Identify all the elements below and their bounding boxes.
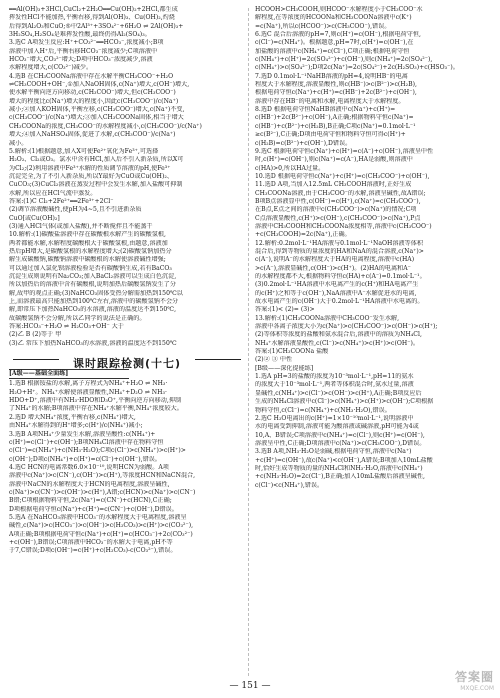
text-line: 10.选D 根据电荷守恒c(Na⁺)+c(H⁺)=c(CH₃COO⁻)+c(OH⁻), [255, 172, 430, 180]
text-line: c(Na⁺)>c(CN⁻)>c(OH⁻)>c(H⁺),A错;c(HCN)>c(Na⁺)>c(CN⁻) [9, 488, 196, 496]
text-line: 挥发性HCl不能加热,平衡右移,得到Al(OH)₃、Cu(OH)₂,灼烧 [9, 14, 175, 22]
watermark-url: MXQE.COM [460, 685, 494, 692]
text-line: 在B点,E点之间的溶液中c(CH₃COO⁻)>c(Na⁺)的情况;C项 [255, 206, 417, 214]
text-line: 溶液中NaCN的水解程度大于HCN的电离程度,溶液呈碱性, [9, 480, 170, 488]
column-divider [248, 8, 249, 676]
text-line: (2)乙 B (2)等于 甲 [9, 331, 62, 339]
text-line: 物料守恒,c(Cl⁻)=c(NH₄⁺)+c(NH₃·H₂O),错误。 [255, 406, 391, 414]
text-line: 减小;②加入KOH固体,平衡左移,c(CH₃COO⁻)增大,c(Na⁺)不变, [9, 106, 185, 114]
text-line: c(Cl⁻)=c(NH₄⁺)+c(NH₃·H₂O);C项c(Cl⁻)>c(NH₄⁺)>c(H⁺)> [9, 447, 186, 455]
text-line: CuO[或Cu(OH)₂] [9, 214, 60, 222]
left-column [9, 6, 245, 556]
text-line: 于7,C错误;D项c(OH⁻)=c(H⁺)+c(H₂CO₃)-c(CO₃²⁻),错误。 [9, 547, 177, 555]
text-line: 生成的NH₄Cl溶液中c(Cl⁻)>c(NH₄⁺)>c(H⁺)>c(OH⁻);C项根据 [255, 398, 434, 406]
text-line: +c(CH₃COOH)=2c(Na⁺),正确。 [255, 231, 351, 239]
text-line: 1.选B 根据铵盐的水解,离子方程式为NH₄⁺+H₂O ⇌ NH₃· [9, 380, 168, 388]
text-line: c(NH₄⁺)+c(H⁺)=2c(SO₄²⁻)+c(OH⁻),则c(NH₄⁺)=2c(SO₄²⁻), [255, 56, 433, 64]
text-line: H₂O+H⁺。NH₄⁺水解使溶液显酸性,NH₄⁺+D₂O ⇌ NH₃· [9, 388, 167, 396]
text-line: 解,故甲的观点正确;(3)NaHCO₃固体受热分解需加热到150℃以 [9, 289, 183, 297]
text-line: 后得到Al₂O₃和CuO;⑤中2Al³⁺+3SO₄²⁻+6H₂O ⇌ 2Al(OH)₃+ [9, 22, 184, 30]
text-line: >c(A⁻),溶液显碱性,c(OH⁻)>c(H⁺)。(2)HA的电离和A⁻ [255, 264, 411, 272]
text-line: 水解程度增大,c(CO₃²⁻)减少。 [9, 64, 93, 72]
text-line: H₂O₂、Cl₂或O₃。氯水中含有HCl,加入后不引入新杂质,所以X可 [9, 156, 184, 164]
text-line: 溶液中各离子浓度大小为c(Na⁺)>c(CH₃COO⁻)>c(OH⁻)>c(H⁺); [255, 323, 438, 331]
text-line: 7.选D 0.1mol·L⁻¹NaHB溶液的pH=4,说明HB⁻的电离 [255, 72, 408, 80]
text-line: 解程度,在等浓度的HCOONa和CH₃COONa溶液中c(K⁺) [255, 14, 412, 22]
section-heading [9, 352, 245, 371]
text-line: c(HA)>0,所以HA过量。 [255, 164, 325, 172]
text-line: c(HB⁻)+c(B²⁻)+c(H₂B),B正确;C项c(Na⁺)=0.1mol·L⁻¹ [255, 122, 416, 130]
text-line: 可以通过加入氯化钡溶液检验是否有碳酸钠生成,若有BaCO₃ [9, 264, 172, 272]
text-line: 3.选C A项发生反应:H⁺+CO₃²⁻══HCO₃⁻,浓度减小;B项 [9, 39, 164, 47]
text-line: c(H⁺)=c(Cl⁻)+c(OH⁻);B项NH₄Cl溶液中存在物料守恒 [9, 438, 164, 446]
text-line: 1.选A pH=3的盐酸的浓度为10⁻³mol·L⁻¹,pH=11的氨水 [255, 373, 414, 381]
text-line: 的c(H⁺)之和等于c(OH⁻),NaA溶液中A⁻水解促进水的电离, [255, 289, 417, 297]
text-line: 解,即常压下加热NaHCO₃的水溶液,溶液的温度达不到150℃, [9, 306, 177, 314]
text-line: 4.选B 在CH₃COONa溶液中存在水解平衡CH₃COO⁻+H₂O [9, 72, 174, 80]
text-line: 故碳酸氢钠不会分解,所以乙同学的说法是正确的。 [9, 314, 146, 322]
text-line: 热后pH增大,是碳酸氢根的水解程度增大;(2)碳酸氢钠加热分 [9, 247, 172, 255]
text-line: 3.选B A项,NH₃·H₂O是弱碱,根据电荷守恒,溶液中c(Na⁺) [255, 448, 412, 456]
text-line: 答案:(1)CH₃COONa 盐酸 [255, 348, 329, 356]
text-line: HCOOH>CH₃COOH,则HCOO⁻水解程度小于CH₃COO⁻水 [255, 6, 423, 13]
text-line: CH₃COONa的浓度,CH₃COO⁻的水解程度减小,c(CH₃COO⁻)/c(Na⁺) [9, 122, 202, 130]
text-line: +c(NH₃·H₂O)=2c(Cl⁻),B正确;加入10mL盐酸后溶液呈碱性, [255, 473, 425, 481]
heading-rule-right [195, 359, 241, 360]
watermark-logo-text: 答案圈 [454, 670, 494, 684]
text-line: 3.选B A项NH₄⁺少量发生水解,溶液呈酸性:c(NH₄⁺)+ [9, 430, 156, 438]
text-line: ══Al(OH)₃+3HCl,CuCl₂+2H₂O══Cu(OH)₂+2HCl,都生成 [9, 6, 178, 13]
text-line: =c(Na⁺),所以c(HCOO⁻)>c(CH₃COO⁻),错误。 [255, 22, 391, 30]
text-line: 溶液呈中性,C正确;D项溶液中c(Na⁺)>c(CH₃COO⁻),D错误。 [255, 439, 426, 447]
text-line: +c(OH⁻),B错误;C项溶液中HCO₃⁻的水解大于电离,pH不等 [9, 538, 173, 546]
text-line: 由NH₄⁺水解得到的H⁺增多;c(H⁺)/c(NH₄⁺)减小; [9, 422, 143, 430]
text-line: 显碱性,c(NH₄⁺)>c(Cl⁻)>c(OH⁻)>c(H⁺),A正确;B项反应后 [255, 389, 422, 397]
text-line: 的水解程度都不大,根据物料守恒c(HA)+c(A⁻)=0.1mol·L⁻¹。 [255, 273, 426, 280]
text-line: CuCO₃;(3)CuCl₂溶液在蒸发过程中会发生水解,加入盐酸可抑制 [9, 181, 183, 189]
text-line: 沉淀生成则说明有Na₂CO₃;加入BaCl₂溶液可以生成白色沉淀, [9, 273, 177, 280]
text-line: 使水解平衡向逆方向移动,c(CH₃COO⁻)增大,但c(CH₃COO⁻) [9, 89, 176, 97]
text-line: 混合后,得到等物质的量浓度的HA和NaA的混合溶液,c(Na⁺)> [255, 247, 424, 255]
text-line: 水解,所以应在HCl气流中蒸发。 [9, 189, 97, 197]
text-line: 溶液中CH₃COOH和CH₃COONa浓度相等,溶液中c(CH₃COO⁻) [255, 222, 432, 230]
text-line: 故水电离产生的c(OH⁻)大于0.2mol·L⁻¹HA溶液中水电离的。 [255, 298, 424, 306]
left-column-top-text [9, 6, 245, 348]
text-line: (3)通入HCl气体(或加入盐酸),并不断搅拌且不能蒸干 [9, 222, 153, 230]
text-line: 溶液中c(Na⁺)>c(CN⁻),c(OH⁻)>c(H⁺),等浓度HCN和NaCN混合, [9, 472, 196, 480]
text-line: 12.解析:0.2mol·L⁻¹HA溶液与0.1mol·L⁻¹NaOH溶液等体积 [255, 239, 423, 247]
text-line: 11.选D A项,当加入12.5mL CH₃COOH溶液时,正好生成 [255, 181, 412, 189]
text-line: (2)② ③ 中性 [255, 356, 293, 364]
text-line: 根据电荷守恒c(Na⁺)+c(H⁺)=c(HB⁻)+2c(B²⁻)+c(OH⁻), [255, 89, 417, 97]
text-line: (3)0.2mol·L⁻¹HA溶液中水电离产生的c(H⁺)和HA电离产生 [255, 281, 419, 289]
text-line: ≥c(B²⁻),C正确;D项由电荷守恒和物料守恒可得c(H⁺)+ [255, 131, 406, 139]
text-line: 10.解析:(1)碳酸盐溶液中存在碳酸根水解产生的碳酸氢根, [9, 231, 166, 239]
text-line: 解生成碳酸钠,碳酸钠溶液中碳酸根的水解使溶液碱性增强; [9, 256, 166, 264]
text-line: CH₃COONa溶液,由于CH₃COO⁻的水解,溶液呈碱性,故A错误; [255, 189, 426, 197]
text-line: 加盐酸的溶液中c(NH₄⁺)=c(Cl⁻),C项正确;根据电荷守恒 [255, 47, 410, 55]
text-line: (2)等体积等浓度的盐酸和氨水混合后,溶液中的溶质为NH₄Cl, [255, 331, 422, 339]
text-line: (2)调节溶液酸碱性,使pH为4~5,且不引进新杂质 [9, 206, 142, 214]
text-line: HDO+D⁺,溶液中有NH₃·HDO和D₃O⁺,平衡向逆方向移动,抑制 [9, 397, 182, 405]
text-line: 8.选D 根据电荷守恒NaHB溶液中c(Na⁺)+c(H⁺)= [255, 106, 396, 114]
text-line: 5.解析:(1)根据题意,加入X可使Fe²⁺氧化为Fe³⁺,可选择 [9, 147, 159, 155]
text-line: 减小。 [9, 139, 28, 147]
level-a-label: [A级——基础全面练] [9, 369, 129, 379]
page-number: — 151 — [229, 681, 271, 691]
text-line: 了NH₄⁺的水解;B项溶液中存在NH₄⁺水解平衡,NH₄⁺浓度较大。 [9, 405, 183, 413]
text-line: A项正确;B项根据电荷守恒c(Na⁺)+c(H⁺)=c(HCO₃⁻)+2c(CO₃²⁻) [9, 530, 193, 538]
text-line: c(NH₄⁺)>c(SO₄²⁻);D项2c(Na⁺)=2c(SO₄²⁻)+2c(H₂SO₃)+c(HSO₃⁻)。 [255, 64, 459, 72]
text-line: 答案:(1)< (2)= (3)> [255, 306, 315, 314]
text-line: 两者都能水解,水解程度碳酸根大于碳酸氢根,由题意,溶液加 [9, 239, 168, 247]
left-column-bottom-text [9, 380, 245, 555]
text-line: 增大的程度比c(Na⁺)增大的程度小,因此c(CH₃COO⁻)/c(Na⁺) [9, 97, 179, 105]
text-line: 3H₂SO₄,H₂SO₄是难挥发性酸,最终仍得Al₂(SO₄)₃。 [9, 31, 151, 39]
text-line: c(H₂B)=c(B²⁻)+c(OH⁻),D错误。 [255, 139, 352, 147]
text-line: B错;C项根据物料守恒,2c(Na⁺)=c(CN⁻)+c(HCN),C正确; [9, 497, 172, 505]
text-line: 10,A、B错误;C项溶液中c(NH₄⁺)=c(Cl⁻),则c(H⁺)=c(OH⁻), [255, 431, 425, 439]
text-line: ⇌CH₃COOH+OH⁻,①加入NaOH固体,c(Na⁺)增大,c(OH⁻)增大, [9, 81, 190, 89]
text-line: 溶液中存在HB⁻的电离和水解,电离程度大于水解程度。 [255, 97, 405, 105]
text-line: 时,恰好生成等物质的量的NH₄Cl和NH₃·H₂O,溶液中c(NH₄⁺) [255, 464, 423, 472]
text-line: 答案:(1)C Cl₂+2Fe²⁺══2Fe³⁺+2Cl⁻ [9, 197, 114, 205]
text-line: 5.选A 在NaHCO₃溶液中HCO₃⁻的水解程度大于电离程度,溶液呈 [9, 513, 187, 521]
text-line: c(OH⁻);D项c(NH₄⁺)+c(H⁺)=c(Cl⁻)+c(OH⁻),错误。 [9, 455, 161, 463]
text-line: 4.选C HCN的电离常数6.0×10⁻¹⁰,说明HCN为弱酸。A项 [9, 463, 169, 471]
text-line: 13.解析:(1)CH₃COONa溶液中CH₃COO⁻发生水解, [255, 314, 400, 322]
text-line: 程度大于水解程度,溶液显酸性,则c(HB⁻)>c(B²⁻)>c(H₂B), [255, 81, 417, 89]
text-line: 2.选C H₂O电离出的c(H⁺)=1×10⁻¹⁰mol·L⁻¹,说明溶液中 [255, 414, 414, 422]
section-title: 课时跟踪检测(十七) [72, 357, 182, 371]
text-line: 所以加热后的溶液中含有碳酸根,说明加热后碳酸氢钠发生了分 [9, 281, 177, 289]
text-line: 答案:HCO₃⁻+H₂O ⇌ H₂CO₃+OH⁻ 大于 [9, 323, 124, 331]
text-line: c(Cl⁻)=c(NH₄⁺)。根据题意,pH=7时,c(H⁺)=c(OH⁻),在 [255, 39, 414, 47]
text-line: c(A⁻),说明A⁻的水解程度大于HA的电离程度,溶液中c(HA) [255, 256, 415, 264]
text-line: 时,c(H⁺)=c(OH⁻),则c(Na⁺)=c(A⁻),HA是弱酸,则溶液中 [255, 156, 413, 164]
text-line: +c(H⁺)=c(OH⁻),故c(Na⁺)<c(OH⁻),A错误;B项加入10mL盐酸 [255, 456, 433, 464]
text-line: c(CH₃COO⁻)/c(Na⁺)增大;③加入CH₃COONa固体,相当于增大 [9, 114, 184, 122]
right-column-text [255, 6, 491, 490]
text-line: 沉淀完全,为了不引入新杂质,所以Y最好为CuO或Cu(OH)₂、 [9, 172, 173, 180]
text-line: NH₄⁺水解溶液显酸性,c(Cl⁻)>c(NH₄⁺)>c(H⁺)>c(OH⁻)。 [255, 339, 419, 347]
text-line: 2.选D 增大NH₄⁺浓度,平衡右移,c(NH₄⁺)增大, [9, 413, 136, 421]
text-line: [B级——深化提能练] [255, 364, 314, 372]
right-column [255, 6, 491, 490]
text-line: 增大;④加入NaHSO₄固体,促进了水解,c(CH₃COO⁻)/c(Na⁺) [9, 131, 176, 139]
text-line: 9.选C 根据电荷守恒c(Na⁺)+c(H⁺)=c(A⁻)+c(OH⁻),溶液呈中性 [255, 147, 434, 155]
text-line: c(Cl⁻)<c(NH₄⁺),错误。 [255, 481, 324, 489]
text-line: 碱性,c(Na⁺)>c(HCO₃⁻)>c(OH⁻)>c(H₂CO₃)>c(H⁺)>c(CO₃²⁻), [9, 522, 194, 530]
text-line: 的浓度大于10⁻³mol·L⁻¹,两者等体积混合时,氨水过量,溶液 [255, 381, 414, 389]
text-line: C点溶液显酸性,c(H⁺)>c(OH⁻),c(CH₃COO⁻)>c(Na⁺),P点 [255, 214, 421, 222]
text-line: HCO₃⁻增大,CO₃²⁻增大;D项中HCO₃⁻浓度减少,溶液 [9, 56, 153, 64]
text-line: 6.选C 混合后溶液的pH=7,则c(H⁺)=c(OH⁻),根据电荷守恒, [255, 31, 421, 39]
text-line: 水的电离受到抑制,溶液可能为酸溶液或碱溶液,pH可能为4或 [255, 423, 419, 431]
text-line: (3)乙 常压下加热NaHCO₃的水溶液,溶液的温度达不到150℃ [9, 339, 177, 347]
text-line: 上,而溶液最高只能加热到100℃左右,溶液中的碳酸氢钠不会分 [9, 298, 179, 306]
text-line: 为Cl₂;(2)利用溶液中Fe³⁺水解的性质调节溶液的pH,使Fe³⁺ [9, 164, 171, 172]
text-line: c(HB⁻)+2c(B²⁻)+c(OH⁻),A正确;根据物料守恒c(Na⁺)= [255, 114, 414, 122]
text-line: 溶液中加入H⁺后,平衡右移HCO₃⁻浓度减少;C项溶液中 [9, 47, 158, 55]
heading-rule-left [13, 359, 59, 360]
watermark-logo [412, 668, 494, 694]
text-line: B项B点溶液显中性,c(OH⁻)=c(H⁺),c(Na⁺)=c(CH₃COO⁻), [255, 197, 421, 205]
text-line: D项根据电荷守恒c(Na⁺)+c(H⁺)=c(CN⁻)+c(OH⁻),D错误。 [9, 505, 178, 513]
